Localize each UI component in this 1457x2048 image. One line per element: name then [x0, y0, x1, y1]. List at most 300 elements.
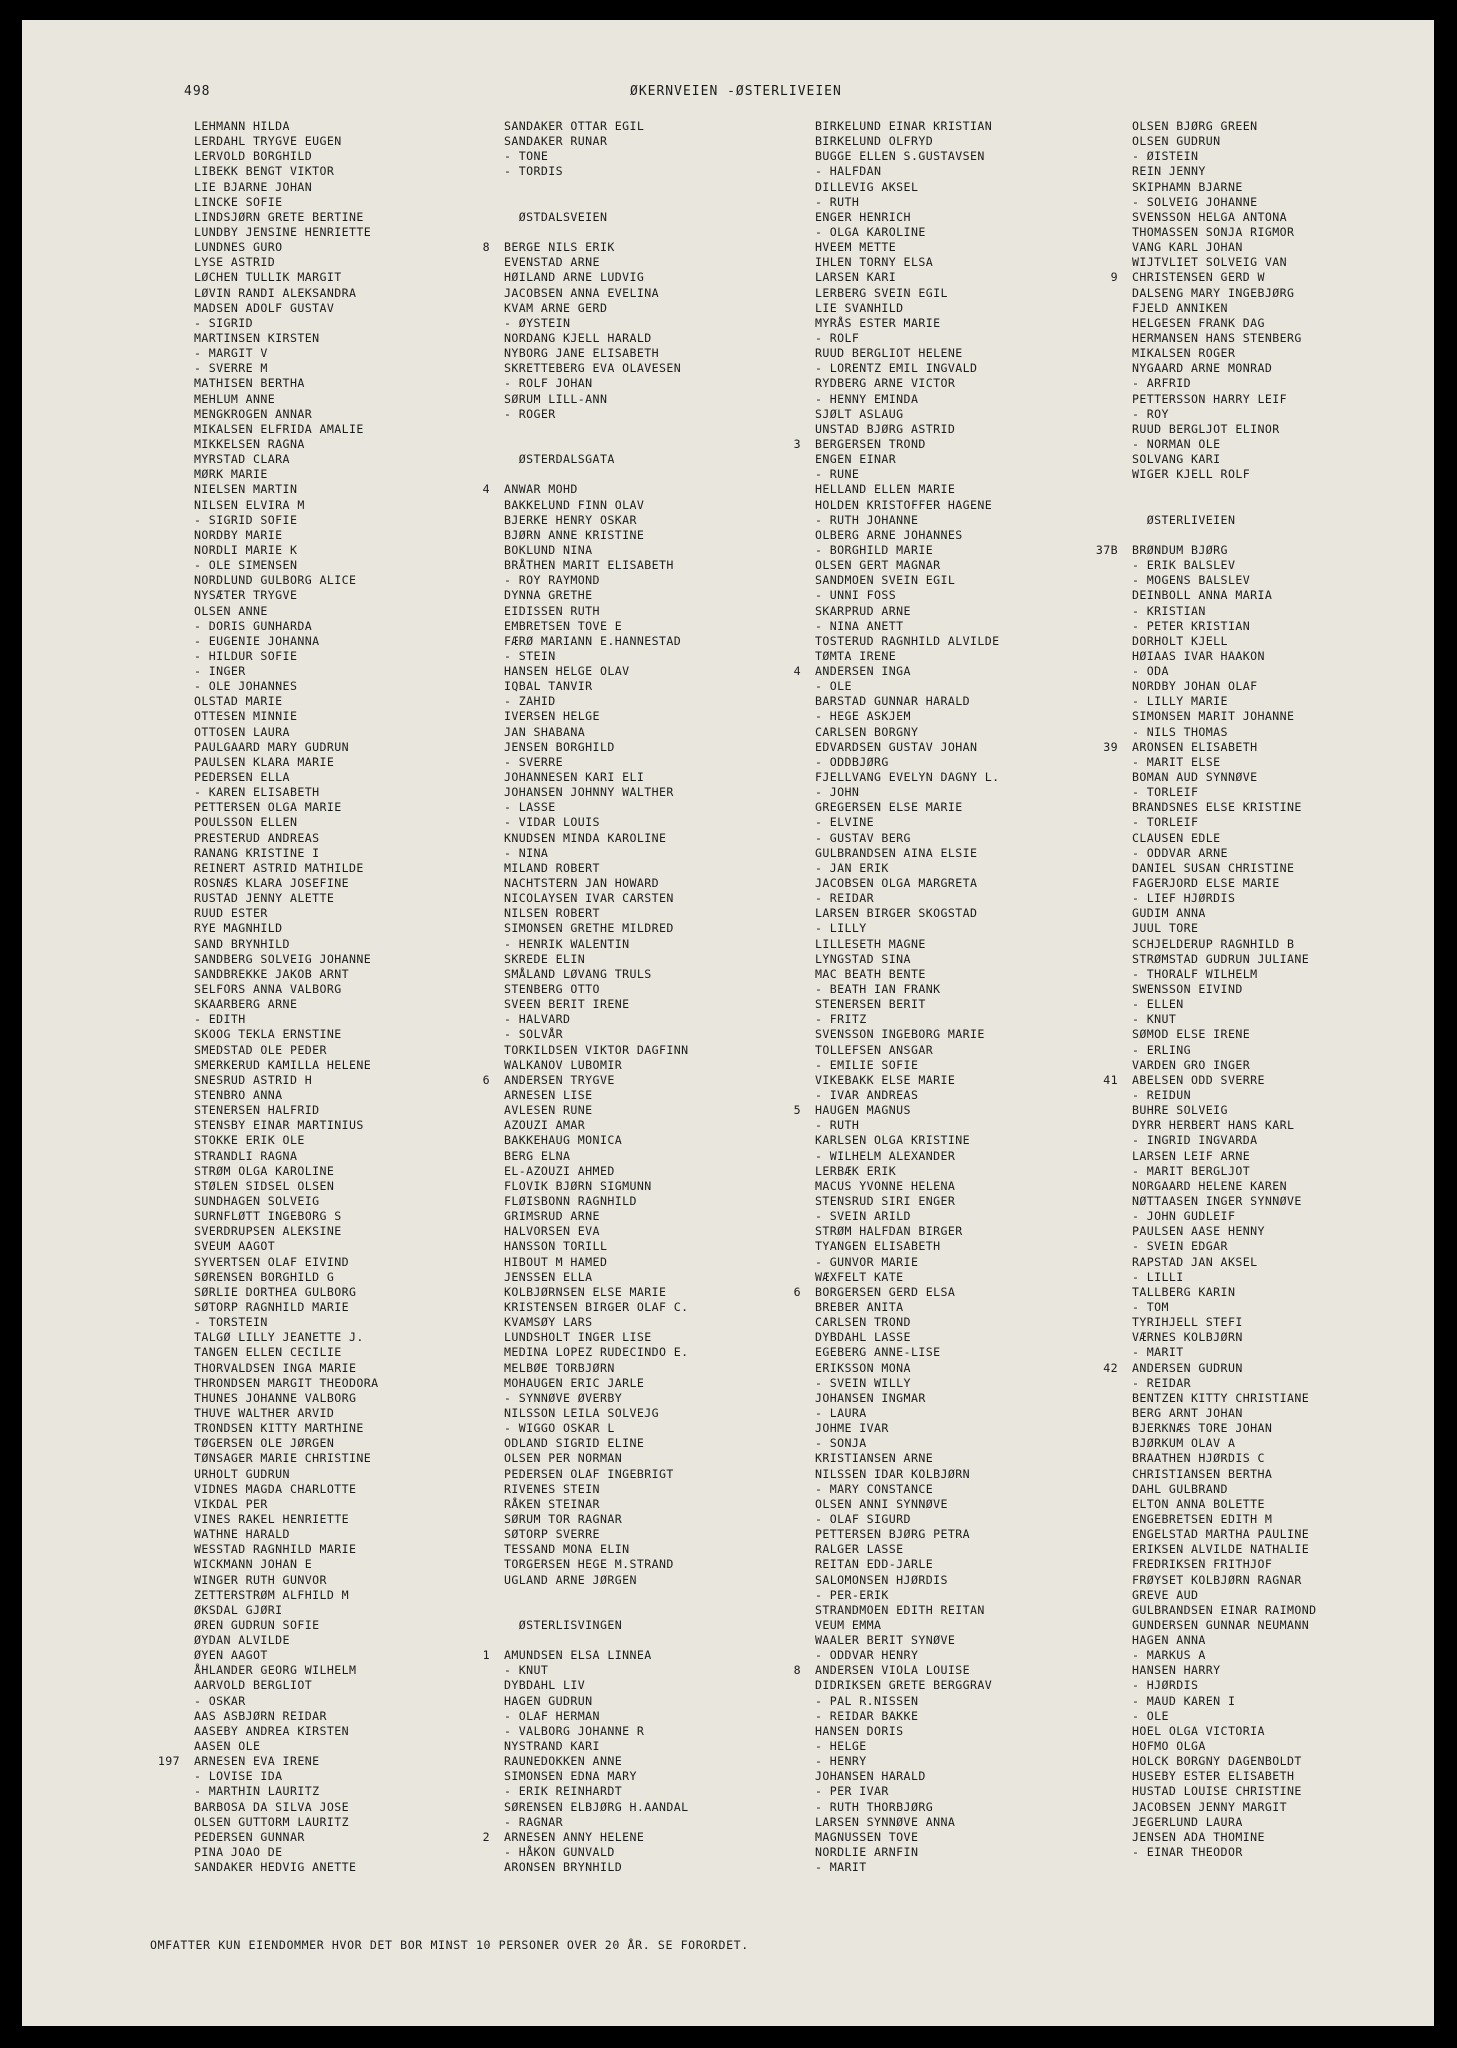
resident-name: DIDRIKSEN GRETE BERGGRAV: [815, 1678, 993, 1693]
directory-entry: [1132, 1285, 1422, 1300]
directory-entry: [815, 1315, 1105, 1330]
resident-name: - MARIT BERGLJOT: [1132, 1163, 1251, 1178]
directory-entry: [815, 1618, 1105, 1633]
resident-name: BRAATHEN HJØRDIS C: [1132, 1451, 1265, 1466]
directory-entry: [815, 1754, 1105, 1769]
resident-name: GUDIM ANNA: [1132, 906, 1206, 921]
resident-name: BENTZEN KITTY CHRISTIANE: [1132, 1390, 1310, 1405]
resident-name: WALKANOV LUBOMIR: [504, 1057, 623, 1072]
directory-entry: [1132, 755, 1422, 770]
directory-entry: [194, 1194, 494, 1209]
directory-entry: [194, 1512, 494, 1527]
directory-entry: [194, 1467, 494, 1482]
resident-name: BAKKELUND FINN OLAV: [504, 497, 645, 512]
resident-name: - SOLVÅR: [504, 1027, 564, 1042]
resident-name: VIKDAL PER: [194, 1496, 268, 1511]
resident-name: - EDITH: [194, 1012, 246, 1027]
directory-entry: [504, 1345, 814, 1360]
resident-name: MELBØE TORBJØRN: [504, 1360, 615, 1375]
resident-name: ENGELSTAD MARTHA PAULINE: [1132, 1527, 1310, 1542]
directory-entry: [1132, 982, 1422, 997]
resident-name: CLAUSEN EDLE: [1132, 830, 1221, 845]
directory-entry: [194, 1573, 494, 1588]
directory-entry: [194, 709, 494, 724]
directory-entry: [1095, 542, 1422, 558]
directory-entry: [815, 573, 1105, 588]
directory-entry: [1132, 1043, 1422, 1058]
resident-name: DYRR HERBERT HANS KARL: [1132, 1118, 1295, 1133]
directory-entry: [194, 906, 494, 921]
directory-entry: [504, 815, 814, 830]
resident-name: SØTORP RAGNHILD MARIE: [194, 1299, 349, 1314]
resident-name: SCHJELDERUP RAGNHILD B: [1132, 936, 1295, 951]
resident-name: DORHOLT KJELL: [1132, 633, 1228, 648]
resident-name: LERDAHL TRYGVE EUGEN: [194, 134, 342, 149]
column-4: [1095, 119, 1422, 1860]
directory-entry: [194, 1255, 494, 1270]
directory-entry: [815, 1179, 1105, 1194]
directory-entry: [1132, 1224, 1422, 1239]
resident-name: ODLAND SIGRID ELINE: [504, 1436, 645, 1451]
resident-name: EL-AZOUZI AHMED: [504, 1163, 615, 1178]
directory-entry: [194, 1678, 494, 1693]
directory-entry: [815, 376, 1105, 391]
resident-name: SVEUM AAGOT: [194, 1239, 276, 1254]
directory-entry: [1132, 1194, 1422, 1209]
house-number: 8: [482, 240, 490, 255]
directory-entry: [194, 1497, 494, 1512]
directory-entry: [1132, 1527, 1422, 1542]
directory-entry: [194, 1527, 494, 1542]
resident-name: AZOUZI AMAR: [504, 1118, 586, 1133]
directory-entry: [194, 528, 494, 543]
directory-entry: [1132, 240, 1422, 255]
resident-name: SURNFLØTT INGEBORG S: [194, 1209, 342, 1224]
resident-name: JAN SHABANA: [504, 724, 586, 739]
resident-name: HAGEN GUDRUN: [504, 1693, 593, 1708]
resident-name: SKRETTEBERG EVA OLAVESEN: [504, 361, 682, 376]
resident-name: ØSTERLISVINGEN: [504, 1617, 623, 1632]
directory-entry: [504, 528, 814, 543]
resident-name: - INGRID INGVARDA: [1132, 1133, 1258, 1148]
directory-entry: [194, 1648, 494, 1663]
directory-entry: [504, 467, 814, 482]
resident-name: - ØYSTEIN: [504, 315, 571, 330]
directory-entry: [1132, 422, 1422, 437]
house-number: 4: [793, 664, 801, 679]
directory-entry: [194, 1784, 494, 1799]
resident-name: HUSEBY ESTER ELISABETH: [1132, 1769, 1295, 1784]
resident-name: HELLAND ELLEN MARIE: [815, 482, 956, 497]
resident-name: LYSE ASTRID: [194, 255, 276, 270]
resident-name: HANSEN HARRY: [1132, 1663, 1221, 1678]
directory-entry: [194, 1209, 494, 1224]
resident-name: SANDBERG SOLVEIG JOHANNE: [194, 951, 372, 966]
directory-entry: [194, 755, 494, 770]
resident-name: BUHRE SOLVEIG: [1132, 1103, 1228, 1118]
directory-entry: [194, 1103, 494, 1118]
resident-name: - ROLF JOHAN: [504, 376, 593, 391]
resident-name: - NINA: [504, 845, 549, 860]
directory-entry: [194, 1618, 494, 1633]
directory-entry: [194, 997, 494, 1012]
directory-entry: [815, 1133, 1105, 1148]
directory-entry: [194, 513, 494, 528]
directory-entry: [504, 1739, 814, 1754]
directory-entry: [1132, 1754, 1422, 1769]
directory-entry: [1132, 967, 1422, 982]
resident-name: STRØM OLGA KAROLINE: [194, 1163, 335, 1178]
resident-name: TESSAND MONA ELIN: [504, 1542, 630, 1557]
directory-entry: [815, 498, 1105, 513]
directory-entry: [815, 331, 1105, 346]
resident-name: WICKMANN JOHAN E: [194, 1557, 313, 1572]
directory-entry: [194, 392, 494, 407]
resident-name: NYSTRAND KARI: [504, 1739, 600, 1754]
directory-entry: [1132, 846, 1422, 861]
directory-entry: [194, 815, 494, 830]
resident-name: ENGEN EINAR: [815, 452, 897, 467]
directory-entry: [504, 937, 814, 952]
directory-entry: [815, 195, 1105, 210]
directory-entry: [815, 725, 1105, 740]
directory-entry: [1132, 346, 1422, 361]
resident-name: - KNUT: [1132, 1012, 1177, 1027]
directory-entry: [504, 1724, 814, 1739]
resident-name: SMERKERUD KAMILLA HELENE: [194, 1057, 372, 1072]
directory-entry: [194, 1330, 494, 1345]
resident-name: - NILS THOMAS: [1132, 724, 1228, 739]
resident-name: ØREN GUDRUN SOFIE: [194, 1617, 320, 1632]
directory-entry: [1132, 1164, 1422, 1179]
resident-name: IHLEN TORNY ELSA: [815, 255, 934, 270]
resident-name: GRIMSRUD ARNE: [504, 1209, 600, 1224]
resident-name: - ELLEN: [1132, 997, 1184, 1012]
resident-name: NICOLAYSEN IVAR CARSTEN: [504, 891, 674, 906]
directory-entry: [194, 119, 494, 134]
resident-name: NILSEN ROBERT: [504, 906, 600, 921]
resident-name: KNUDSEN MINDA KAROLINE: [504, 830, 667, 845]
resident-name: DANIEL SUSAN CHRISTINE: [1132, 860, 1295, 875]
resident-name: ØYDAN ALVILDE: [194, 1633, 290, 1648]
directory-entry: [194, 346, 494, 361]
resident-name: RAPSTAD JAN AKSEL: [1132, 1254, 1258, 1269]
resident-name: FJELD ANNIKEN: [1132, 300, 1228, 315]
directory-entry: [194, 361, 494, 376]
resident-name: LEHMANN HILDA: [194, 119, 290, 133]
directory-entry: [504, 1194, 814, 1209]
resident-name: - LILLY: [815, 921, 867, 936]
directory-entry: [157, 1754, 494, 1769]
directory-entry: [815, 876, 1105, 891]
directory-entry: [1132, 1557, 1422, 1572]
resident-name: SKARPRUD ARNE: [815, 603, 911, 618]
house-number: 9: [1110, 270, 1118, 285]
directory-entry: [504, 1376, 814, 1391]
directory-entry: [1132, 785, 1422, 800]
directory-entry: [1132, 1482, 1422, 1497]
directory-entry: [194, 1391, 494, 1406]
resident-name: - MARIT: [815, 1860, 867, 1875]
resident-name: ARONSEN ELISABETH: [1132, 739, 1258, 754]
resident-name: - REIDAR: [1132, 1375, 1192, 1390]
directory-entry: [1132, 1588, 1422, 1603]
directory-entry: [815, 482, 1105, 497]
resident-name: NØTTAASEN INGER SYNNØVE: [1132, 1193, 1302, 1208]
directory-entry: [1103, 1072, 1422, 1088]
directory-entry: [504, 573, 814, 588]
directory-entry: [194, 937, 494, 952]
resident-name: - HENNY EMINDA: [815, 391, 919, 406]
resident-name: LØCHEN TULLIK MARGIT: [194, 270, 342, 285]
directory-entry: [504, 755, 814, 770]
resident-name: ARONSEN BRYNHILD: [504, 1860, 623, 1875]
resident-name: - RUTH THORBJØRG: [815, 1799, 934, 1814]
directory-entry: [1132, 1845, 1422, 1860]
resident-name: TØMTA IRENE: [815, 648, 897, 663]
resident-name: NORDBY JOHAN OLAF: [1132, 679, 1258, 694]
directory-entry: [194, 1482, 494, 1497]
directory-entry: [815, 1557, 1105, 1572]
resident-name: KOLBJØRNSEN ELSE MARIE: [504, 1284, 667, 1299]
resident-name: - HELGE: [815, 1739, 867, 1754]
resident-name: - WIGGO OSKAR L: [504, 1421, 615, 1436]
resident-name: - TORLEIF: [1132, 815, 1199, 830]
directory-entry: [1103, 739, 1422, 755]
directory-entry: [504, 1618, 814, 1633]
resident-name: OLSEN PER NORMAN: [504, 1451, 623, 1466]
directory-entry: [793, 1103, 1105, 1118]
directory-entry: [194, 649, 494, 664]
resident-name: - NINA ANETT: [815, 618, 904, 633]
directory-entry: [1132, 1255, 1422, 1270]
resident-name: SANDAKER HEDVIG ANETTE: [194, 1860, 357, 1875]
directory-entry: [1132, 558, 1422, 573]
directory-entry: [504, 437, 814, 452]
directory-entry: [815, 1497, 1105, 1512]
directory-entry: [504, 1512, 814, 1527]
house-number: 6: [482, 1072, 490, 1087]
house-number: 42: [1103, 1360, 1118, 1375]
resident-name: STOKKE ERIK OLE: [194, 1133, 305, 1148]
directory-entry: [1132, 770, 1422, 785]
directory-entry: [1132, 467, 1422, 482]
directory-entry: [194, 1073, 494, 1088]
resident-name: LYNGSTAD SINA: [815, 951, 911, 966]
resident-name: - SIGRID SOFIE: [194, 512, 298, 527]
directory-entry: [194, 482, 494, 497]
directory-entry: [1132, 1769, 1422, 1784]
resident-name: HANSEN DORIS: [815, 1723, 904, 1738]
resident-name: LILLESETH MAGNE: [815, 936, 926, 951]
directory-entry: [1132, 1239, 1422, 1254]
resident-name: MEHLUM ANNE: [194, 391, 276, 406]
directory-entry: [1132, 725, 1422, 740]
directory-entry: [504, 1133, 814, 1148]
resident-name: - ERIK BALSLEV: [1132, 558, 1236, 573]
directory-entry: [482, 482, 814, 497]
resident-name: FJELLVANG EVELYN DAGNY L.: [815, 770, 1000, 785]
resident-name: BAKKEHAUG MONICA: [504, 1133, 623, 1148]
resident-name: SKIPHAMN BJARNE: [1132, 179, 1243, 194]
directory-entry: [1132, 119, 1422, 134]
directory-entry: [1132, 679, 1422, 694]
directory-entry: [815, 1512, 1105, 1527]
resident-name: - TOM: [1132, 1299, 1169, 1314]
resident-name: STENSBY EINAR MARTINIUS: [194, 1118, 364, 1133]
directory-entry: [815, 800, 1105, 815]
resident-name: - REIDUN: [1132, 1088, 1192, 1102]
directory-entry: [194, 876, 494, 891]
directory-entry: [1132, 1542, 1422, 1557]
resident-name: SOLVANG KARI: [1132, 452, 1221, 467]
directory-entry: [504, 1224, 814, 1239]
directory-entry: [1132, 1315, 1422, 1330]
directory-entry: [504, 876, 814, 891]
resident-name: FLOVIK BJØRN SIGMUNN: [504, 1178, 652, 1193]
resident-name: - PETER KRISTIAN: [1132, 618, 1251, 633]
directory-entry: [504, 861, 814, 876]
directory-entry: [504, 1361, 814, 1376]
resident-name: CARLSEN TROND: [815, 1315, 911, 1330]
resident-name: - HALFDAN: [815, 164, 882, 179]
directory-entry: [194, 543, 494, 558]
resident-name: - OLE SIMENSEN: [194, 558, 298, 573]
resident-name: LIE BJARNE JOHAN: [194, 179, 313, 194]
directory-entry: [194, 1376, 494, 1391]
resident-name: BRANDSNES ELSE KRISTINE: [1132, 800, 1302, 815]
resident-name: PINA JOAO DE: [194, 1845, 283, 1860]
directory-entry: [504, 1845, 814, 1860]
directory-entry: [194, 225, 494, 240]
resident-name: JACOBSEN OLGA MARGRETA: [815, 876, 978, 891]
resident-name: - BEATH IAN FRANK: [815, 982, 941, 997]
directory-entry: [504, 1784, 814, 1799]
directory-entry: [1132, 997, 1422, 1012]
directory-entry: [815, 952, 1105, 967]
directory-entry: [1132, 376, 1422, 391]
directory-entry: [504, 1694, 814, 1709]
directory-entry: [815, 1345, 1105, 1360]
directory-entry: [1132, 694, 1422, 709]
resident-name: MIKALSEN ELFRIDA AMALIE: [194, 421, 364, 436]
directory-entry: [504, 694, 814, 709]
resident-name: MIKALSEN ROGER: [1132, 346, 1236, 361]
directory-entry: [482, 1648, 814, 1663]
directory-entry: [504, 1421, 814, 1436]
directory-entry: [504, 558, 814, 573]
directory-entry: [194, 619, 494, 634]
directory-entry: [504, 1043, 814, 1058]
resident-name: SWENSSON EIVIND: [1132, 982, 1243, 997]
directory-entry: [815, 1073, 1105, 1088]
directory-entry: [194, 1421, 494, 1436]
resident-name: RYDBERG ARNE VICTOR: [815, 376, 956, 391]
resident-name: BIRKELUND EINAR KRISTIAN: [815, 119, 993, 133]
directory-entry: [815, 119, 1105, 134]
directory-entry: [815, 1421, 1105, 1436]
resident-name: JACOBSEN ANNA EVELINA: [504, 285, 659, 300]
directory-entry: [194, 270, 494, 285]
directory-entry: [815, 1239, 1105, 1254]
resident-name: NILSSON LEILA SOLVEJG: [504, 1405, 659, 1420]
resident-name: TOLLEFSEN ANSGAR: [815, 1042, 934, 1057]
resident-name: - HENRY: [815, 1754, 867, 1769]
directory-entry: [1132, 800, 1422, 815]
directory-entry: [793, 436, 1105, 452]
resident-name: BERGERSEN TROND: [815, 436, 926, 451]
resident-name: TRONDSEN KITTY MARTHINE: [194, 1421, 364, 1436]
directory-entry: [194, 861, 494, 876]
directory-entry: [504, 286, 814, 301]
directory-entry: [815, 679, 1105, 694]
directory-entry: [1132, 513, 1422, 528]
resident-name: RYE MAGNHILD: [194, 921, 283, 936]
directory-entry: [194, 1588, 494, 1603]
directory-entry: [815, 1467, 1105, 1482]
resident-name: WIJTVLIET SOLVEIG VAN: [1132, 255, 1287, 270]
resident-name: - EUGENIE JOHANNA: [194, 633, 320, 648]
directory-entry: [194, 1633, 494, 1648]
resident-name: KRISTENSEN BIRGER OLAF C.: [504, 1299, 689, 1314]
directory-entry: [1132, 1012, 1422, 1027]
directory-entry: [194, 1088, 494, 1103]
resident-name: STRØMSTAD GUDRUN JULIANE: [1132, 951, 1310, 966]
directory-entry: [815, 1027, 1105, 1042]
resident-name: ROSNÆS KLARA JOSEFINE: [194, 876, 349, 891]
resident-name: - SONJA: [815, 1436, 867, 1451]
directory-entry: [504, 210, 814, 225]
directory-entry: [815, 513, 1105, 528]
directory-entry: [815, 316, 1105, 331]
resident-name: HALVORSEN EVA: [504, 1224, 600, 1239]
directory-entry: [194, 195, 494, 210]
resident-name: EDVARDSEN GUSTAV JOHAN: [815, 739, 978, 754]
resident-name: STRANDMOEN EDITH REITAN: [815, 1602, 985, 1617]
resident-name: REINERT ASTRID MATHILDE: [194, 860, 364, 875]
resident-name: OLSEN ANNI SYNNØVE: [815, 1496, 948, 1511]
directory-entry: [504, 346, 814, 361]
directory-entry: [504, 1497, 814, 1512]
directory-entry: [504, 831, 814, 846]
resident-name: NORDLUND GULBORG ALICE: [194, 573, 357, 588]
directory-entry: [1132, 921, 1422, 936]
resident-name: PAULSEN AASE HENNY: [1132, 1224, 1265, 1239]
resident-name: STRANDLI RAGNA: [194, 1148, 298, 1163]
resident-name: OLSEN GUDRUN: [1132, 134, 1221, 149]
directory-entry: [815, 1164, 1105, 1179]
resident-name: HAGEN ANNA: [1132, 1633, 1206, 1648]
directory-entry: [504, 1467, 814, 1482]
directory-entry: [1132, 1451, 1422, 1466]
directory-entry: [815, 694, 1105, 709]
resident-name: URHOLT GUDRUN: [194, 1466, 290, 1481]
directory-entry: [1132, 1345, 1422, 1360]
directory-entry: [815, 1406, 1105, 1421]
directory-entry: [194, 1300, 494, 1315]
resident-name: SØRENSEN ELBJØRG H.AANDAL: [504, 1799, 689, 1814]
directory-entry: [815, 1058, 1105, 1073]
resident-name: STØLEN SIDSEL OLSEN: [194, 1178, 335, 1193]
resident-name: ØSTDALSVEIEN: [504, 209, 608, 224]
directory-entry: [815, 286, 1105, 301]
resident-name: HØILAND ARNE LUDVIG: [504, 270, 645, 285]
resident-name: - ODDVAR ARNE: [1132, 845, 1228, 860]
resident-name: NACHTSTERN JAN HOWARD: [504, 876, 659, 891]
directory-entry: [504, 270, 814, 285]
resident-name: SJØLT ASLAUG: [815, 406, 904, 421]
resident-name: FAGERJORD ELSE MARIE: [1132, 876, 1280, 891]
